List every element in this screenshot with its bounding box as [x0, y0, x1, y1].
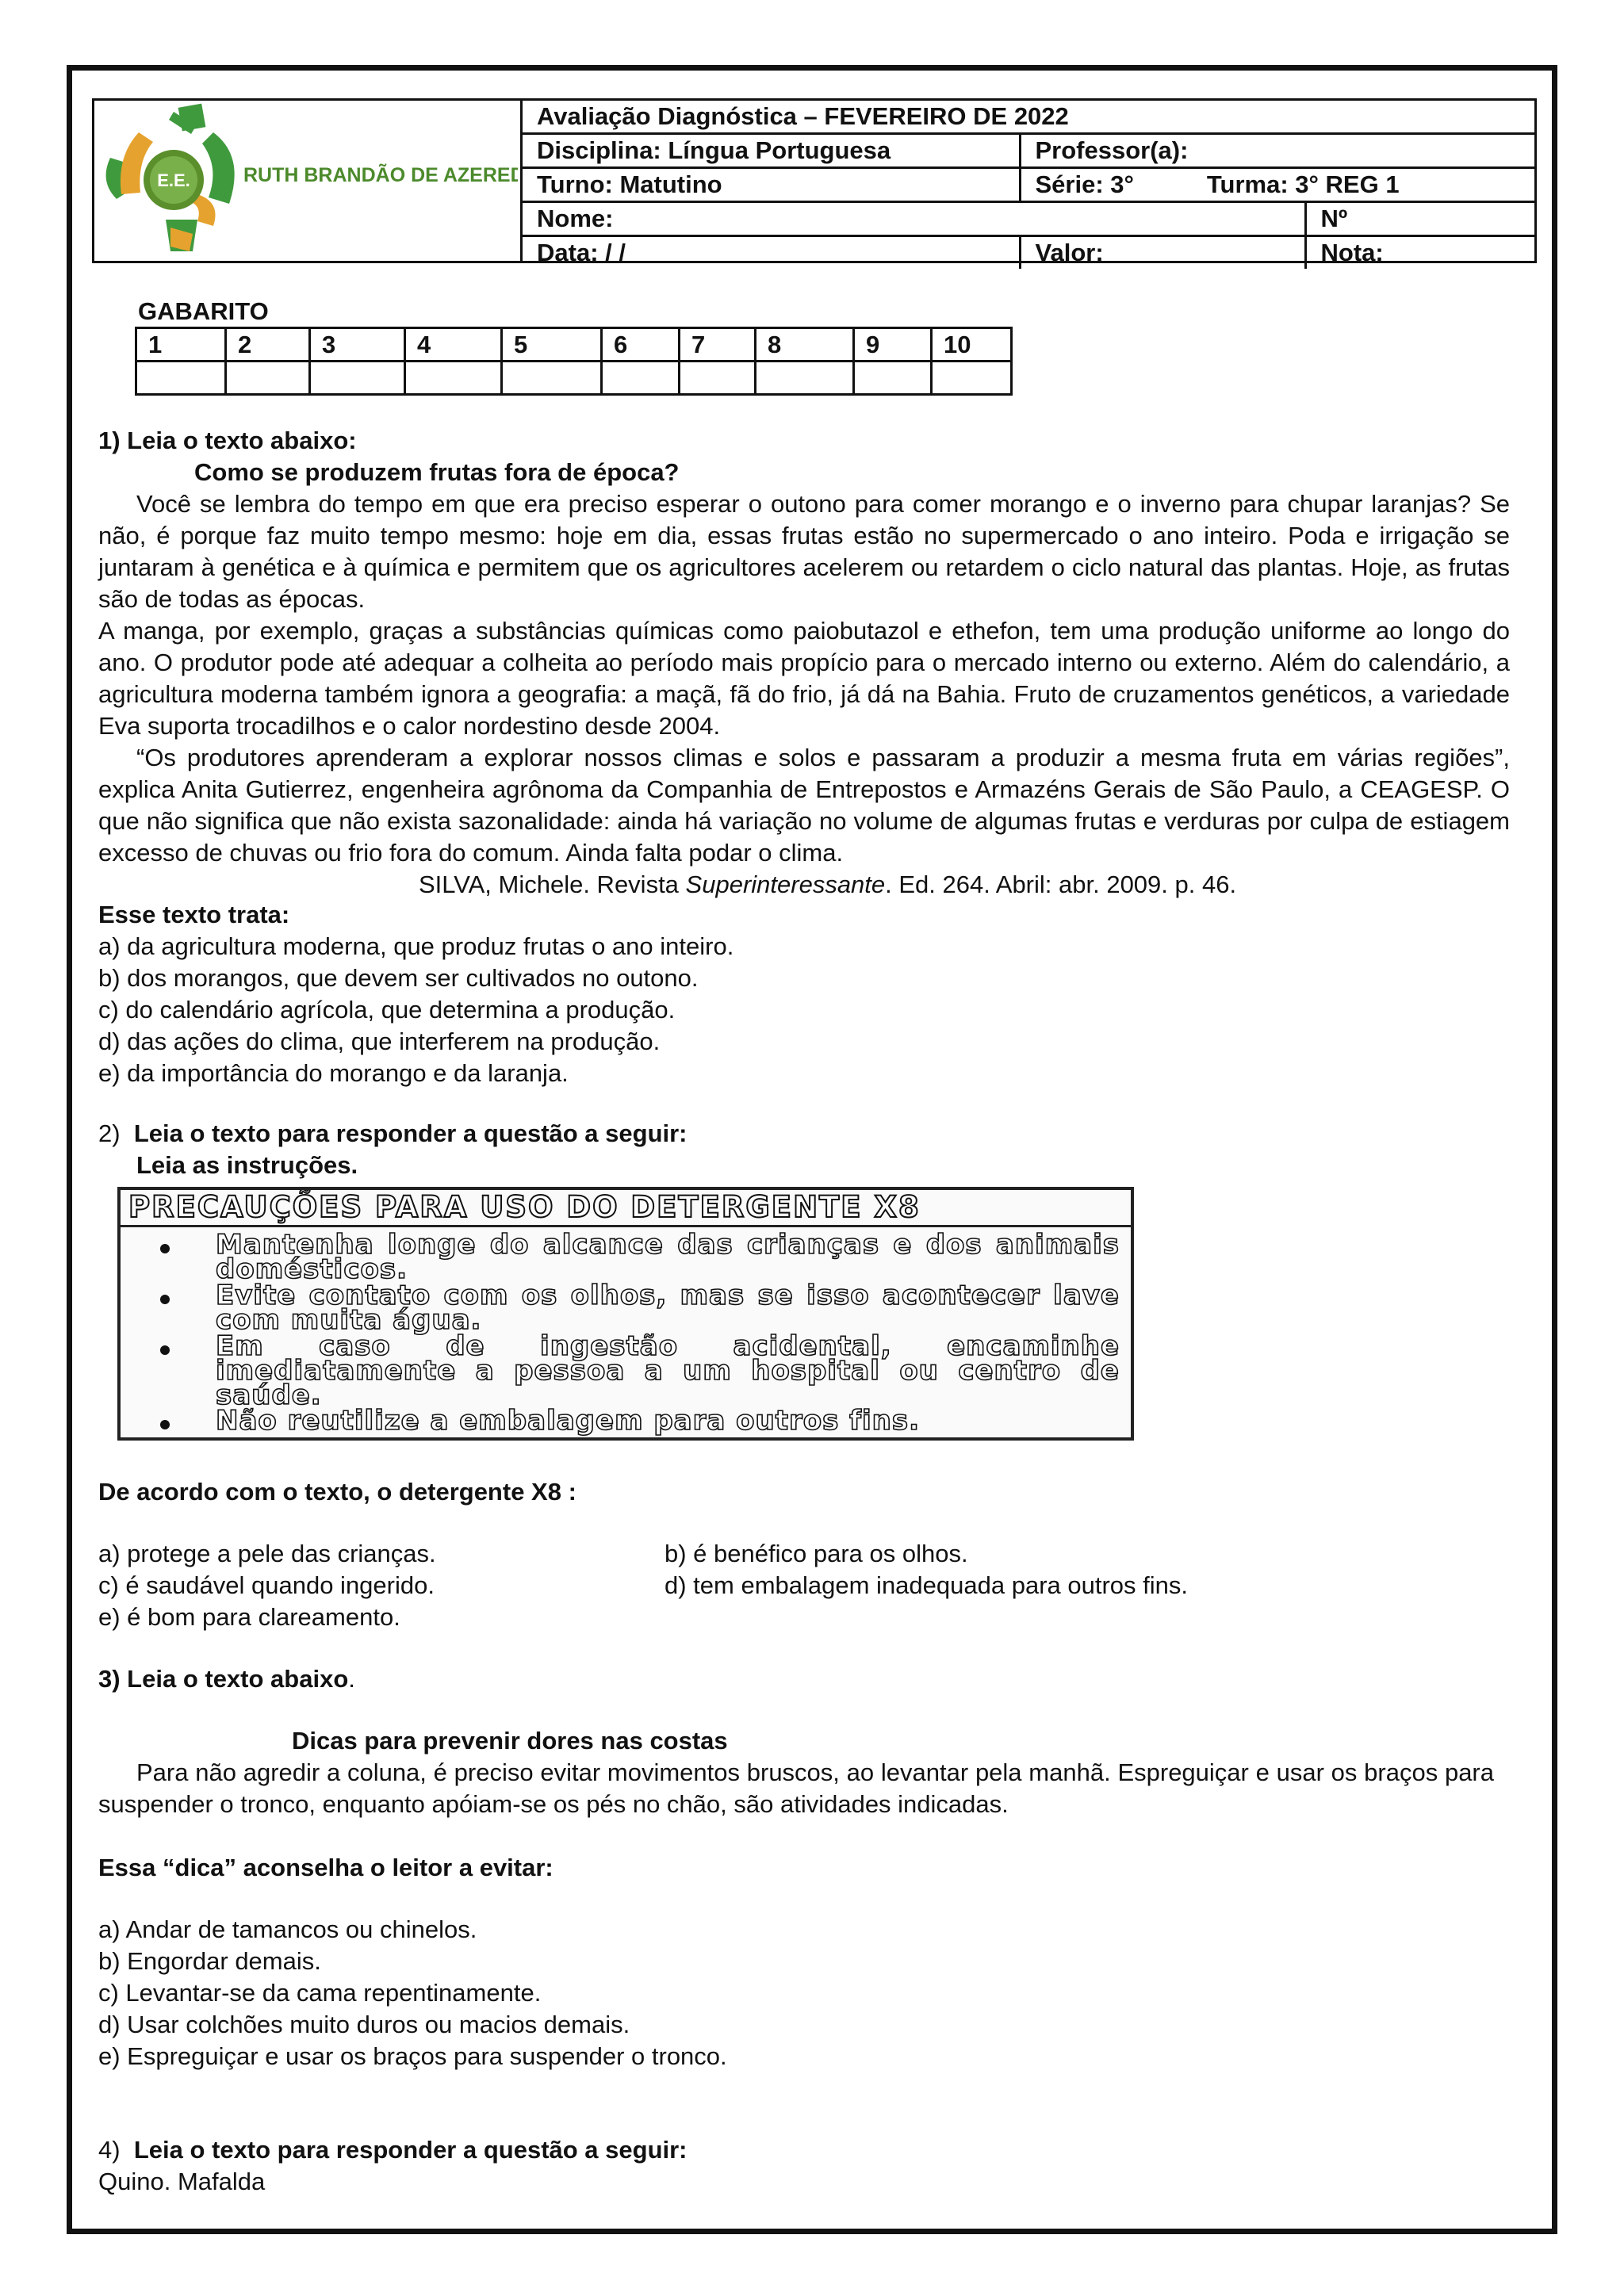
detergent-image-title: PRECAUÇÕES PARA USO DO DETERGENTE X8	[128, 1190, 921, 1224]
q3-question: Essa “dica” aconselha o leitor a evitar:	[98, 1854, 553, 1881]
q3-option-a[interactable]: a) Andar de tamancos ou chinelos.	[98, 1915, 477, 1943]
grade-field: Série: 3°	[1035, 170, 1134, 198]
detergent-item-2: Evite contato com os olhos, mas se isso acontecer lave com muita água.	[216, 1280, 1120, 1336]
answer-key-number: 3	[310, 328, 405, 362]
header-box	[92, 98, 1537, 266]
shift-field: Turno: Matutino	[523, 168, 1020, 202]
q4-prompt-text: Leia o texto para responder a questão a seguir:	[133, 2136, 688, 2164]
answer-key-number: 10	[932, 328, 1012, 362]
evaluation-title: Avaliação Diagnóstica – FEVEREIRO DE 2022	[523, 101, 1534, 134]
class-field: Turma: 3° REG 1	[1206, 170, 1400, 198]
detergent-item-3: Em caso de ingestão acidental, encaminhe imediatamente a pessoa a um hospital ou centro de saúde.	[216, 1330, 1120, 1411]
answer-key-number: 6	[602, 328, 680, 362]
detergent-image-rule	[121, 1225, 1131, 1227]
answer-key-cell[interactable]	[502, 362, 602, 395]
answer-key-number: 1	[136, 328, 226, 362]
q1-source-author: SILVA, Michele. Revista	[419, 871, 686, 898]
bullet-icon	[160, 1244, 170, 1253]
q1-source	[419, 869, 1236, 901]
q3-text-title: Dicas para prevenir dores nas costas	[292, 1727, 728, 1755]
answer-key-cell[interactable]	[854, 362, 932, 395]
answer-key-cell[interactable]	[310, 362, 405, 395]
discipline-field: Disciplina: Língua Portuguesa	[523, 134, 1020, 168]
q1-option-c[interactable]: c) do calendário agrícola, que determina a produção.	[98, 996, 676, 1024]
q2-question: De acordo com o texto, o detergente X8 :	[98, 1478, 576, 1506]
q2-prompt	[98, 1118, 688, 1150]
header-info-table	[523, 101, 1534, 269]
q1-question: Esse texto trata:	[98, 901, 290, 928]
answer-key-header-row	[136, 328, 1012, 362]
q3-option-c[interactable]: c) Levantar-se da cama repentinamente.	[98, 1979, 542, 2007]
teacher-field: Professor(a):	[1020, 134, 1534, 168]
q1-source-magazine: Superinteressante	[685, 871, 886, 898]
detergent-instructions-image	[117, 1187, 1134, 1441]
q4-source: Quino. Mafalda	[98, 2168, 266, 2195]
q1-source-edition: . Ed. 264. Abril: abr. 2009. p. 46.	[885, 871, 1237, 898]
answer-key-number: 9	[854, 328, 932, 362]
q1-paragraph-3: “Os produtores aprenderam a explorar nossos climas e solos e passaram a produzir a mesma fruta em várias regiões”, explica Anita Gutierrez, engenheira agrônoma da Companhia de Entrepostos e Armazéns Gerais de São Paulo, a CEAGESP. O que não significa que não exista sazonalidade: ainda há variação no volume de algumas frutas e verduras por culpa de estiagem excesso de chuvas ou frio fora do comum. Ainda falta podar o clima.	[98, 744, 1510, 867]
q2-option-b[interactable]: b) é benéfico para os olhos.	[665, 1540, 968, 1567]
school-logo-cell	[94, 101, 523, 261]
answer-key-cell[interactable]	[405, 362, 502, 395]
answer-key-cell[interactable]	[756, 362, 854, 395]
logo-emblem-icon	[106, 104, 235, 251]
answer-key-cell[interactable]	[932, 362, 1012, 395]
q2-option-c[interactable]: c) é saudável quando ingerido.	[98, 1571, 435, 1599]
q3-option-e[interactable]: e) Espreguiçar e usar os braços para suspender o tronco.	[98, 2042, 727, 2070]
q2-instructions-label: Leia as instruções.	[136, 1151, 358, 1179]
bullet-icon	[160, 1295, 170, 1304]
q1-option-b[interactable]: b) dos morangos, que devem ser cultivados no outono.	[98, 964, 699, 992]
answer-key-cell[interactable]	[226, 362, 310, 395]
detergent-item-1: Mantenha longe do alcance das crianças e dos animais domésticos.	[216, 1229, 1120, 1285]
bullet-icon	[160, 1345, 170, 1355]
q3-prompt-text: 3) Leia o texto abaixo	[98, 1665, 349, 1693]
answer-key-cell[interactable]	[602, 362, 680, 395]
q2-prompt-text: Leia o texto para responder a questão a seguir:	[133, 1119, 688, 1147]
answer-key-number: 8	[756, 328, 854, 362]
date-field: Data: / /	[523, 236, 1020, 270]
answer-key-answer-row	[136, 362, 1012, 395]
q3-option-d[interactable]: d) Usar colchões muito duros ou macios demais.	[98, 2011, 630, 2038]
q1-option-d[interactable]: d) das ações do clima, que interferem na produção.	[98, 1027, 661, 1055]
q3-prompt-dot: .	[348, 1665, 355, 1693]
q3-option-b[interactable]: b) Engordar demais.	[98, 1947, 321, 1975]
q1-option-e[interactable]: e) da importância do morango e da laranja.	[98, 1059, 569, 1087]
q4-prompt	[98, 2134, 688, 2166]
grade-class-cell	[1020, 168, 1534, 202]
answer-key-number: 4	[405, 328, 502, 362]
bullet-icon	[160, 1420, 170, 1429]
q4-number: 4)	[98, 2136, 121, 2164]
answer-key-cell[interactable]	[136, 362, 226, 395]
name-field: Nome:	[523, 202, 1305, 236]
q1-text-title: Como se produzem frutas fora de época?	[194, 458, 680, 486]
q2-number: 2)	[98, 1119, 121, 1147]
q3-text: Para não agredir a coluna, é preciso evitar movimentos bruscos, ao levantar pela manhã. Espreguiçar e usar os braços para suspender o tronco, enquanto apóiam-se os pés no chão, são atividades indicadas.	[98, 1758, 1494, 1818]
q2-option-d[interactable]: d) tem embalagem inadequada para outros fins.	[665, 1571, 1189, 1599]
q3-prompt	[98, 1663, 355, 1695]
q2-option-a[interactable]: a) protege a pele das crianças.	[98, 1540, 436, 1567]
q1-option-a[interactable]: a) da agricultura moderna, que produz frutas o ano inteiro.	[98, 932, 734, 960]
answer-key-number: 7	[680, 328, 756, 362]
number-field: Nº	[1305, 202, 1534, 236]
q1-paragraph-1: Você se lembra do tempo em que era preciso esperar o outono para comer morango e o inverno para chupar laranjas? Se não, é porque faz muito tempo mesmo: hoje em dia, essas frutas estão no supermercado o ano inteiro. Poda e irrigação se juntaram à genética e à química e permitem que os agricultores acelerem ou retardem o ciclo natural das plantas. Hoje, as frutas são de todas as épocas.	[98, 490, 1510, 613]
school-logo	[94, 101, 518, 258]
answer-key-number: 2	[226, 328, 310, 362]
answer-key-table	[135, 327, 1013, 396]
detergent-item-4: Não reutilize a embalagem para outros fins.	[216, 1405, 920, 1437]
value-field: Valor:	[1020, 236, 1305, 270]
logo-prefix: E.E.	[157, 170, 190, 190]
answer-key-cell[interactable]	[680, 362, 756, 395]
gabarito-title: GABARITO	[138, 297, 269, 325]
answer-key-number: 5	[502, 328, 602, 362]
q1-paragraph-2: A manga, por exemplo, graças a substâncias químicas como paiobutazol e ethefon, tem uma produção uniforme ao longo do ano. O produtor pode até adequar a colheita ao período mais propício para o mercado interno ou externo. Além do calendário, a agricultura moderna também ignora a geografia: a maçã, fã do frio, já dá na Bahia. Fruto de cruzamentos genéticos, a variedade Eva suporta trocadilhos e o calor nordestino desde 2004.	[98, 617, 1510, 740]
q2-option-e[interactable]: e) é bom para clareamento.	[98, 1603, 400, 1631]
score-field: Nota:	[1305, 236, 1534, 270]
school-name: RUTH BRANDÃO DE AZEREDO	[243, 164, 518, 186]
q1-prompt: 1) Leia o texto abaixo:	[98, 427, 357, 454]
